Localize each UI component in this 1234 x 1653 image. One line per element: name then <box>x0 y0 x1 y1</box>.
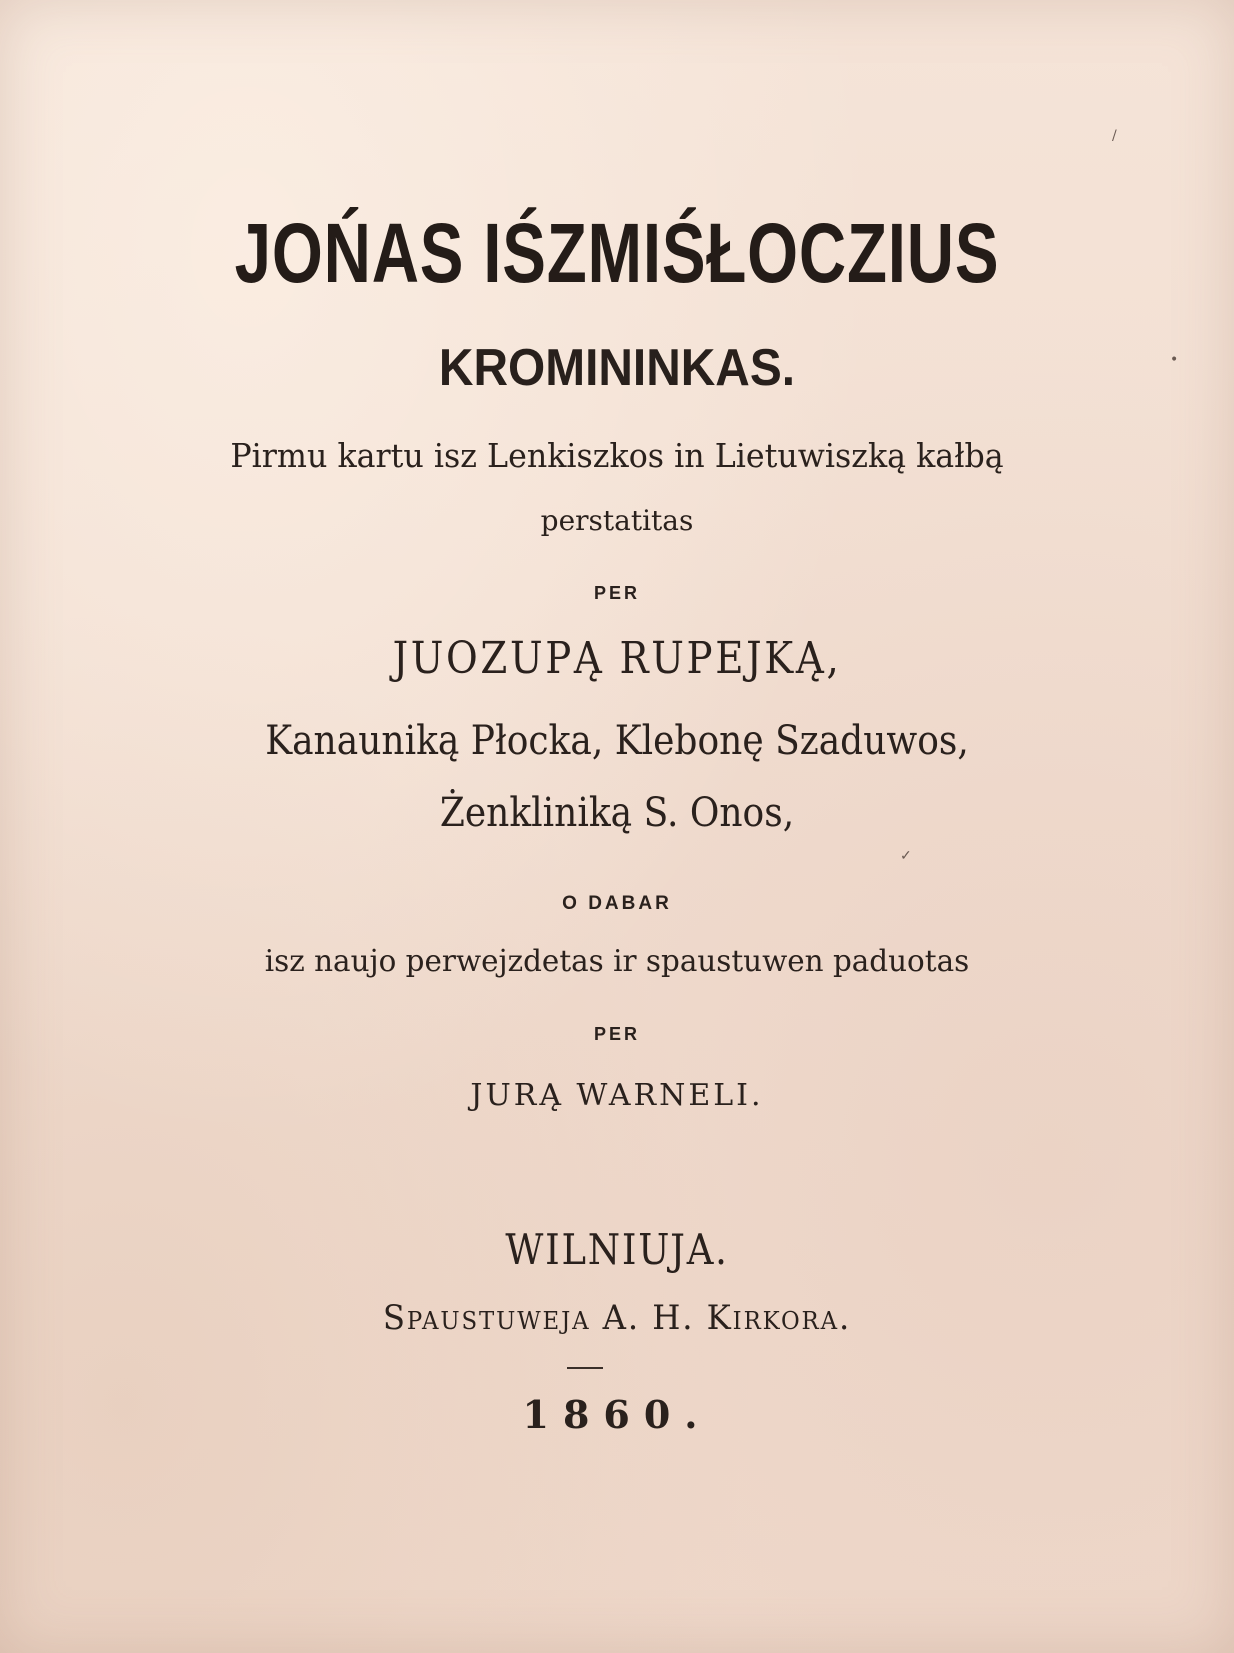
paper-speck: • <box>1170 352 1179 368</box>
paper-speck: / <box>1112 128 1117 144</box>
editor-name: JURĄ WARNELI. <box>470 1078 764 1113</box>
translator-name: JUOZUPĄ RUPEJKĄ, <box>392 633 842 684</box>
translator-role-line1: Kanauniką Płocka, Klebonę Szaduwos, <box>265 718 969 764</box>
subtitle-line2: perstatitas <box>540 504 694 537</box>
imprint-divider <box>567 1367 603 1369</box>
translator-role-line2: Żenkliniką S. Onos, <box>439 790 795 836</box>
per-label-translator: PER <box>593 583 640 603</box>
pencil-mark-icon: ✓ <box>900 848 912 864</box>
imprint-press: Spaustuweja A. H. Kirkora. <box>382 1298 852 1338</box>
subtitle-line1: Pirmu kartu isz Lenkiszkos in Lietuwiszką kałbą <box>230 436 1004 475</box>
o-dabar-label: O DABAR <box>562 893 672 914</box>
book-title-line1: JOŃAS IŚZMIŚŁOCZIUS <box>234 206 1000 300</box>
imprint-city: WILNIUJA. <box>505 1225 729 1274</box>
per-label-editor: PER <box>593 1024 640 1044</box>
book-title-line2: KROMININKAS. <box>438 339 796 397</box>
imprint-year: 1860. <box>522 1392 712 1437</box>
edition-note: isz naujo perwejzdetas ir spaustuwen paduotas <box>264 944 970 979</box>
